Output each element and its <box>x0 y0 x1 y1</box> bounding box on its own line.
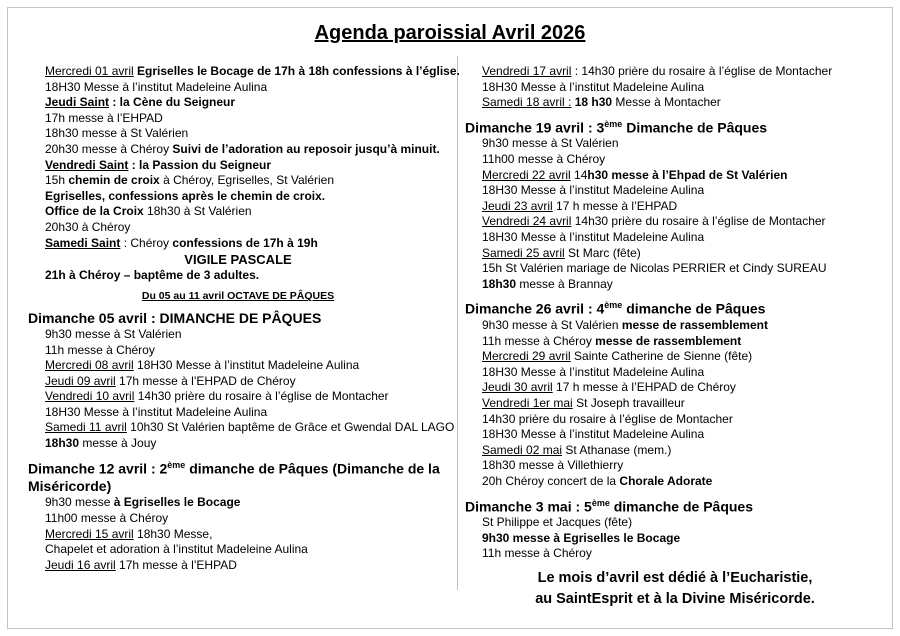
entry-line: St Philippe et Jacques (fête) <box>482 515 633 530</box>
entry-thu-30: Jeudi 30 avril 17 h messe à l’EHPAD de Chéroy <box>482 380 736 395</box>
entry-line: 11h messe à Chéroy <box>482 546 592 561</box>
entry-line: 11h messe à Chéroy messe de rassemblement <box>482 333 742 348</box>
entry-line: 11h messe à Chéroy <box>45 342 155 357</box>
entry-line: 18h30 messe à Jouy <box>45 436 157 451</box>
column-divider <box>457 56 458 590</box>
entry-line: 20h30 messe à Chéroy Suivi de l’adoration au reposoir jusqu’à minuit. <box>45 141 440 156</box>
entry-wed-29: Mercredi 29 avril Sainte Catherine de Sienne (fête) <box>482 349 753 364</box>
right-column <box>465 64 885 610</box>
entry-fri-10: Vendredi 10 avril 14h30 prière du rosaire à l’église de Montacher <box>45 389 389 404</box>
entry-thu-23: Jeudi 23 avril 17 h messe à l’EHPAD <box>482 198 678 213</box>
entry-line: 9h30 messe à Egriselles le Bocage <box>482 530 681 545</box>
left-column <box>28 64 460 573</box>
entry-fri-17: Vendredi 17 avril : 14h30 prière du rosaire à l’église de Montacher <box>482 64 833 78</box>
entry-line: Office de la Croix 18h30 à St Valérien <box>45 204 252 219</box>
octave-heading: Du 05 au 11 avril OCTAVE DE PÂQUES <box>141 290 335 303</box>
entry-wed-01: Mercredi 01 avril Egriselles le Bocage de 17h à 18h confessions à l’église. <box>45 64 460 78</box>
entry-line: 18H30 Messe à l’institut Madeleine Aulina <box>482 427 705 442</box>
entry-line: 18H30 Messe à l’institut Madeleine Aulina <box>482 230 705 244</box>
entry-line: 20h30 à Chéroy <box>45 219 131 234</box>
entry-vendredi-saint: Vendredi Saint : la Passion du Seigneur <box>45 157 272 172</box>
closing-line: Le mois d’avril est dédié à l’Eucharistie, <box>537 570 813 586</box>
entry-line: 18H30 Messe à l’institut Madeleine Aulina <box>482 364 705 379</box>
entry-line: 15h St Valérien mariage de Nicolas PERRIER et Cindy SUREAU <box>482 261 827 276</box>
entry-jeudi-saint: Jeudi Saint : la Cène du Seigneur <box>45 95 236 110</box>
heading-sunday-19: Dimanche 19 avril : 3ème Dimanche de Pâques <box>465 118 768 136</box>
entry-line: Chapelet et adoration à l’institut Madeleine Aulina <box>45 542 308 557</box>
entry-line: 9h30 messe à St Valérien <box>482 136 619 151</box>
entry-sat-11: Samedi 11 avril 10h30 St Valérien baptême de Grâce et Gwendal DAL LAGO <box>45 420 455 435</box>
entry-wed-22: Mercredi 22 avril 14h30 messe à l’Ehpad de St Valérien <box>482 167 788 182</box>
entry-line: 17h messe à l’EHPAD <box>45 110 163 125</box>
entry-fri-24: Vendredi 24 avril 14h30 prière du rosaire à l’église de Montacher <box>482 214 826 229</box>
entry-wed-15: Mercredi 15 avril 18h30 Messe, <box>45 526 213 541</box>
entry-line: 18H30 Messe à l’institut Madeleine Aulina <box>45 79 268 94</box>
entry-line: 9h30 messe à Egriselles le Bocage <box>45 495 241 510</box>
entry-line: 20h Chéroy concert de la Chorale Adorate <box>482 473 713 488</box>
vigile-heading: VIGILE PASCALE <box>184 252 292 268</box>
entry-sat-25: Samedi 25 avril St Marc (fête) <box>482 245 641 260</box>
entry-line: 18H30 Messe à l’institut Madeleine Aulina <box>45 404 268 419</box>
entry-fri-01: Vendredi 1er mai St Joseph travailleur <box>482 396 685 410</box>
closing-line: au SaintEsprit et à la Divine Miséricorde. <box>535 591 815 607</box>
entry-line: Egriselles, confessions après le chemin de croix. <box>45 188 326 203</box>
entry-line: 11h00 messe à Chéroy <box>45 510 169 525</box>
closing-message <box>465 568 885 610</box>
entry-line: 18H30 Messe à l’institut Madeleine Aulina <box>482 183 705 198</box>
heading-sunday-03: Dimanche 3 mai : 5ème dimanche de Pâques <box>465 497 754 515</box>
entry-thu-16: Jeudi 16 avril 17h messe à l’EHPAD <box>45 557 237 572</box>
entry-line: 14h30 prière du rosaire à l’église de Montacher <box>482 411 733 426</box>
entry-line: 18H30 Messe à l’institut Madeleine Aulina <box>482 79 705 94</box>
entry-sat-18: Samedi 18 avril : 18 h30 Messe à Montacher <box>482 95 721 110</box>
entry-line: 15h chemin de croix à Chéroy, Egriselles, St Valérien <box>45 173 335 188</box>
heading-sunday-26: Dimanche 26 avril : 4ème dimanche de Pâques <box>465 300 766 318</box>
entry-line: 9h30 messe à St Valérien <box>45 326 182 341</box>
entry-line: 21h à Chéroy – baptême de 3 adultes. <box>45 267 260 282</box>
entry-wed-08: Mercredi 08 avril 18H30 Messe à l’institut Madeleine Aulina <box>45 358 360 373</box>
heading-sunday-05: Dimanche 05 avril : DIMANCHE DE PÂQUES <box>28 309 322 326</box>
entry-line: 11h00 messe à Chéroy <box>482 152 606 167</box>
entry-line: 9h30 messe à St Valérien messe de rassemblement <box>482 318 768 333</box>
entry-line: 18h30 messe à St Valérien <box>45 126 189 141</box>
entry-line: 18h30 messe à Brannay <box>482 276 613 291</box>
heading-sunday-12: Dimanche 12 avril : 2ème dimanche de Pâques (Dimanche de la Miséricorde) <box>28 459 440 495</box>
entry-sat-02: Samedi 02 mai St Athanase (mem.) <box>482 442 672 457</box>
entry-thu-09: Jeudi 09 avril 17h messe à l’EHPAD de Chéroy <box>45 373 296 388</box>
page-title: Agenda paroissial Avril 2026 <box>314 22 586 44</box>
entry-samedi-saint: Samedi Saint : Chéroy confessions de 17h à 19h <box>45 235 318 250</box>
entry-line: 18h30 messe à Villethierry <box>482 458 624 473</box>
